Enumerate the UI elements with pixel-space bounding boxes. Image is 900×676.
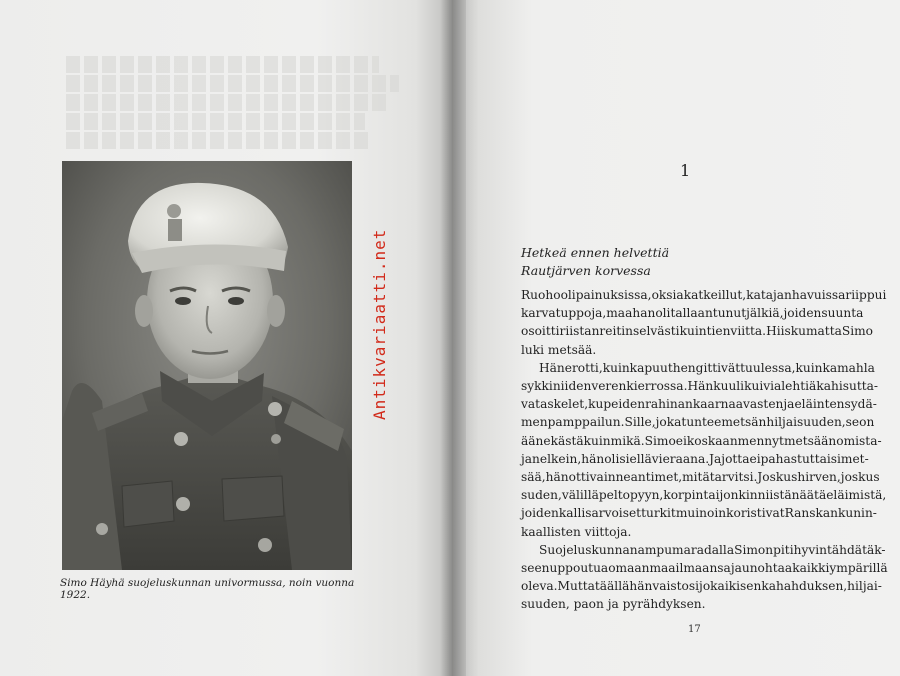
word: kuuli [713,379,745,394]
word: kaikki [792,561,830,576]
word: Simo [841,324,874,339]
word: erotti, [564,360,603,375]
book-gutter-shadow [440,0,466,676]
word: hän [581,451,605,466]
word: peltopyyn, [598,488,664,503]
word: ei [675,433,687,448]
word: kallisarvoiset [558,506,642,521]
word: katajanhavuissa [746,288,846,302]
word: ampumaradalla [637,542,735,557]
word: Hiiskumatta [766,324,842,339]
word: kuin [679,324,707,339]
word: kuivia [744,379,782,394]
word: maailmaansa [649,561,731,576]
text-line [521,450,869,468]
word: suunta [821,306,864,321]
word: reitin [599,324,634,339]
word: niistä [757,488,792,503]
word: vat [521,397,541,412]
word: oli [655,306,671,321]
word: omaan [608,561,650,576]
word: jotta [721,451,750,466]
word: kunin- [837,506,877,521]
word: joiden [783,306,822,321]
word: mennyt [737,433,784,448]
word: ei [749,451,761,466]
word: Simo [644,433,676,448]
word: omista- [836,433,882,448]
text-line [521,395,877,413]
word: turkit [641,506,676,521]
word: metsään [783,433,837,448]
word: muinoin [675,506,727,521]
word: ympärillä [829,561,888,576]
photo-caption: Simo Häyhä suojeluskunnan univormussa, noin vuonna 1922. [60,577,355,601]
word: Hän [539,360,565,375]
word: vieraana. [651,451,710,466]
word: oksia [651,288,684,302]
word: ja [783,397,795,412]
word: men [521,415,548,430]
word: Simon [734,542,774,557]
word: seen [521,561,550,576]
word: vaistosi [652,579,700,594]
word: pamppailun. [547,415,625,430]
word: otti [568,470,590,485]
chapter-title-line: Hetkeä ennen helvettiä [521,245,670,260]
word: ja [730,561,742,576]
word: ne [615,470,631,485]
word: lehtiä [781,379,817,394]
text-line [521,577,882,595]
word: jonkin [719,488,758,503]
word: verenkierrossa. [591,379,688,394]
word: oleva. [521,579,558,594]
word: Sille, [624,415,656,430]
word: siellä [619,451,652,466]
word: Ja [709,451,722,466]
word: joskus [840,470,880,485]
word: riippui [845,288,887,302]
word: joka [655,415,682,430]
word: eläinten [794,397,845,412]
word: mahla [837,360,875,375]
word: hirven, [797,470,841,485]
word: kupeiden [588,397,646,412]
word: piti [773,542,794,557]
text-line [521,541,886,559]
word: tienviitta. [706,324,767,339]
word: oli [560,288,576,302]
portrait-photo [62,161,352,570]
text-line [521,413,875,431]
word: uppoutua [549,561,609,576]
word: antimet, [630,470,683,485]
text-line [521,559,888,577]
word: tallaantunut [670,306,747,321]
word: kaarnaa [692,397,744,412]
word: ikisen [724,579,762,594]
text-line [521,322,874,340]
word: hengittivät [672,360,741,375]
word: hän [545,470,569,485]
word: koristivat [726,506,785,521]
chapter-body-text [521,286,888,614]
word: mitä [682,470,710,485]
word: niiden [552,379,592,394]
word: välillä [561,488,599,503]
word: joiden [521,506,559,521]
word: suden, [521,488,562,503]
word: unohtaa [741,561,793,576]
text-line [521,377,878,395]
word: kuinka [602,360,645,375]
word: kahisutta- [816,379,878,394]
word: täällä [594,579,630,594]
text-line [521,486,887,504]
word: tuulessa, [740,360,796,375]
word: kahahduksen, [761,579,848,594]
word: tai [703,488,720,503]
text-line: luki metsää. [521,342,597,357]
text-line [521,286,887,304]
portrait-illustration [62,161,352,570]
word: Ruoho [521,288,561,302]
word: kuin [583,433,611,448]
word: tuntee [681,415,722,430]
chapter-number: 1 [680,161,691,180]
word: vain [589,470,616,485]
word: mikä. [610,433,645,448]
chapter-title [521,244,861,280]
word: vasten [743,397,784,412]
word: sykki [521,379,553,394]
text-line: kaallisten viittoja. [521,524,632,539]
word: se [845,415,860,430]
word: hyvin [793,542,827,557]
watermark-stamp: Antikvariaatti.net [370,228,389,420]
word: met- [840,451,869,466]
word: oli [604,451,620,466]
text-line [521,304,863,322]
word: jälkiä, [746,306,784,321]
word: rahinan [645,397,693,412]
chapter-title-line: Rautjärven korvessa [521,263,651,278]
word: metsän [721,415,767,430]
word: koskaan [686,433,738,448]
bleed-through-text [66,56,406,151]
word: pahastuttaisi [760,451,841,466]
word: on [859,415,875,430]
word: riistan [559,324,600,339]
word: selvästi [633,324,680,339]
text-line: suuden, paon ja pyrähdyksen. [521,597,706,612]
text-line [521,432,882,450]
word: Hän [687,379,714,394]
word: sydä- [844,397,877,412]
word: näätäeläimistä, [791,488,887,503]
word: korpin [663,488,704,503]
word: Ranskan [784,506,838,521]
text-line [521,468,880,486]
word: karvatuppoja, [521,306,607,321]
word: maahan [606,306,656,321]
word: painuksissa, [575,288,652,302]
word: kuinka [795,360,838,375]
word: puut [644,360,673,375]
word: osoitti [521,324,560,339]
word: tähdätäk- [826,542,886,557]
word: Mutta [557,579,595,594]
word: Joskus [757,470,798,485]
word: sää, [521,470,546,485]
word: joka [699,579,725,594]
word: äänekästä [521,433,584,448]
page-number: 17 [688,624,701,635]
word: Suojeluskunnan [539,542,638,557]
word: elkein, [539,451,582,466]
word: tarvitsi. [709,470,758,485]
word: hiljai- [847,579,882,594]
text-line [521,504,877,522]
word: askelet, [540,397,589,412]
word: hiljaisuuden, [766,415,846,430]
word: hän [629,579,653,594]
word: jan [521,451,540,466]
text-line [521,359,875,377]
word: katkeillut, [683,288,747,302]
